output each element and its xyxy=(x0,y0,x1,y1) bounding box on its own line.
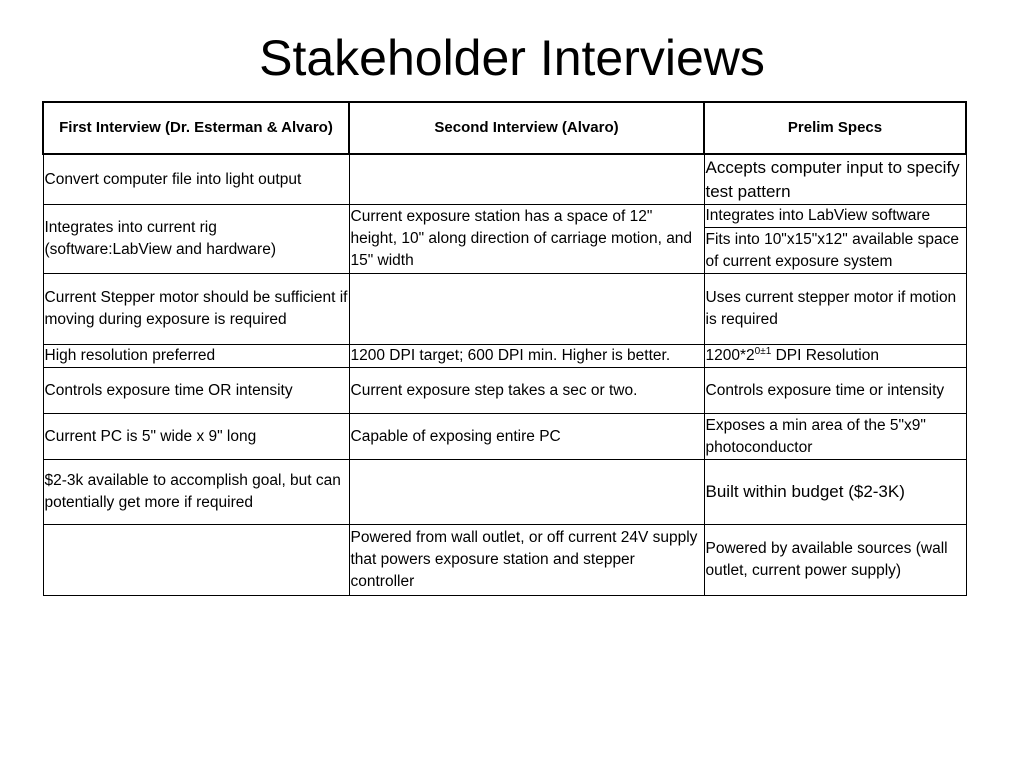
slide-title: Stakeholder Interviews xyxy=(259,30,765,86)
spec-resolution-base: 1200*2 xyxy=(705,347,755,364)
cell-first-interview: Integrates into current rig (software:LabView and hardware) xyxy=(43,205,349,274)
stakeholder-table xyxy=(42,101,967,596)
cell-first-interview: Current Stepper motor should be sufficient if moving during exposure is required xyxy=(43,274,349,345)
cell-second-interview: Current exposure step takes a sec or two. xyxy=(349,368,704,414)
spec-resolution-unit: DPI Resolution xyxy=(771,347,879,364)
cell-second-interview xyxy=(349,154,704,205)
cell-first-interview: High resolution preferred xyxy=(43,345,349,368)
cell-second-interview xyxy=(349,460,704,525)
cell-prelim-spec: Powered by available sources (wall outlet, current power supply) xyxy=(704,525,966,596)
cell-second-interview: Current exposure station has a space of 12" height, 10" along direction of carriage motion, and 15" width xyxy=(349,205,704,274)
column-header-first-interview: First Interview (Dr. Esterman & Alvaro) xyxy=(43,102,349,154)
cell-prelim-spec: Built within budget ($2-3K) xyxy=(704,460,966,525)
column-header-second-interview: Second Interview (Alvaro) xyxy=(349,102,704,154)
table-row xyxy=(43,414,966,460)
cell-second-interview: Powered from wall outlet, or off current 24V supply that powers exposure station and stepper controller xyxy=(349,525,704,596)
cell-prelim-spec: Fits into 10"x15"x12" available space of current exposure system xyxy=(704,228,966,274)
cell-second-interview: 1200 DPI target; 600 DPI min. Higher is better. xyxy=(349,345,704,368)
spec-resolution-exponent: 0±1 xyxy=(754,345,772,357)
cell-second-interview xyxy=(349,274,704,345)
table-row xyxy=(43,345,966,368)
cell-second-interview: Capable of exposing entire PC xyxy=(349,414,704,460)
cell-prelim-spec: Controls exposure time or intensity xyxy=(704,368,966,414)
cell-first-interview: Convert computer file into light output xyxy=(43,154,349,205)
table-row xyxy=(43,460,966,525)
cell-prelim-spec: Accepts computer input to specify test pattern xyxy=(704,154,966,205)
cell-prelim-spec xyxy=(704,345,966,368)
table-header-row xyxy=(43,102,966,154)
table-row xyxy=(43,154,966,205)
cell-prelim-spec: Integrates into LabView software xyxy=(704,205,966,228)
cell-first-interview: Controls exposure time OR intensity xyxy=(43,368,349,414)
cell-first-interview: $2-3k available to accomplish goal, but can potentially get more if required xyxy=(43,460,349,525)
table-row xyxy=(43,274,966,345)
table-row xyxy=(43,205,966,228)
cell-first-interview: Current PC is 5" wide x 9" long xyxy=(43,414,349,460)
table-row xyxy=(43,368,966,414)
cell-prelim-spec: Uses current stepper motor if motion is required xyxy=(704,274,966,345)
column-header-prelim-specs: Prelim Specs xyxy=(704,102,966,154)
cell-prelim-spec: Exposes a min area of the 5"x9" photoconductor xyxy=(704,414,966,460)
table-row xyxy=(43,525,966,596)
cell-first-interview xyxy=(43,525,349,596)
